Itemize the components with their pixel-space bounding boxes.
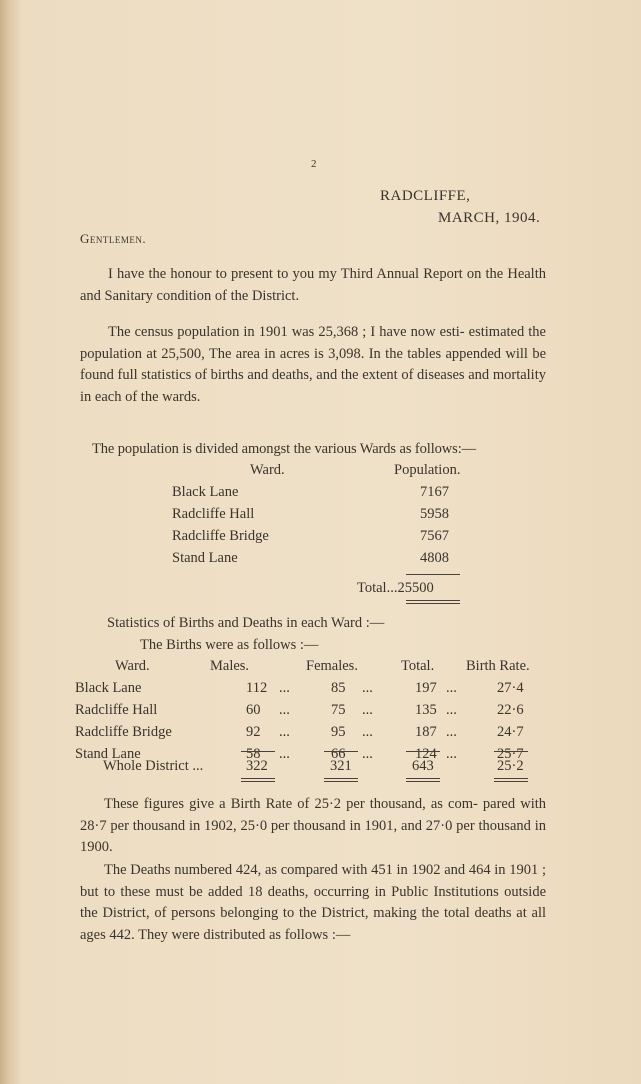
births-birth-rate: 24·7 (497, 724, 524, 740)
births-header-females: Females. (306, 658, 358, 674)
births-summary-double-rule-total (406, 778, 440, 782)
population-header-ward: Ward. (250, 462, 285, 478)
births-ward-name: Radcliffe Hall (75, 702, 158, 718)
population-value: 7167 (420, 484, 449, 500)
births-leader: ... (446, 680, 457, 696)
births-leader: ... (279, 746, 290, 762)
births-females: 75 (331, 702, 346, 718)
population-total-double-rule (406, 600, 460, 604)
population-ward-name: Stand Lane (172, 550, 238, 566)
paragraph-intro (80, 264, 546, 307)
births-header-total: Total. (401, 658, 435, 674)
births-birth-rate: 25·7 (497, 746, 524, 762)
births-total: 197 (415, 680, 437, 696)
paragraph-deaths (80, 860, 546, 946)
births-summary-rule-females (324, 751, 358, 752)
population-ward-name: Radcliffe Hall (172, 506, 255, 522)
population-total: Total...25500 (357, 580, 434, 596)
births-leader: ... (446, 746, 457, 762)
births-summary-males: 322 (246, 758, 268, 774)
paragraph-census (80, 322, 546, 408)
births-total: 124 (415, 746, 437, 762)
births-intro: Statistics of Births and Deaths in each Ward :— (107, 615, 385, 631)
births-males: 58 (246, 746, 261, 762)
population-header-population: Population. (394, 462, 461, 478)
births-header-ward: Ward. (115, 658, 150, 674)
births-leader: ... (362, 746, 373, 762)
births-ward-name: Black Lane (75, 680, 142, 696)
population-value: 7567 (420, 528, 449, 544)
births-summary-double-rule-rate (494, 778, 528, 782)
header-place: RADCLIFFE, (380, 188, 471, 204)
population-ward-name: Radcliffe Bridge (172, 528, 269, 544)
births-header-males: Males. (210, 658, 250, 674)
births-leader: ... (362, 702, 373, 718)
births-females: 66 (331, 746, 346, 762)
births-summary-rule-males (241, 751, 275, 752)
births-summary-females: 321 (330, 758, 352, 774)
births-leader: ... (446, 724, 457, 740)
population-intro: The population is divided amongst the various Wards as follows:— (92, 441, 477, 457)
births-leader: ... (279, 680, 290, 696)
paragraph-census-text: The census population in 1901 was 25,368 ; I have now esti- estimated the population at 25,500, The area in acres is 3,098. In the tables appended will be found full statistics of births and deaths, and the extent of diseases and mortality in each of the wards. (80, 324, 546, 405)
births-total: 135 (415, 702, 437, 718)
births-leader: ... (279, 724, 290, 740)
births-summary-double-rule-females (324, 778, 358, 782)
population-value: 5958 (420, 506, 449, 522)
births-birth-rate: 27·4 (497, 680, 524, 696)
paragraph-deaths-text: The Deaths numbered 424, as compared with 451 in 1902 and 464 in 1901 ; but to these must be added 18 deaths, occurring in Public Institutions outside the District, of persons belonging to the District, making the total deaths at all ages 442. They were distributed as follows :— (80, 862, 546, 943)
births-leader: ... (362, 680, 373, 696)
births-header-birth-rate: Birth Rate. (466, 658, 530, 674)
births-leader: ... (279, 702, 290, 718)
births-females: 95 (331, 724, 346, 740)
population-value: 4808 (420, 550, 449, 566)
births-subintro: The Births were as follows :— (140, 637, 319, 653)
births-males: 112 (246, 680, 268, 696)
births-birth-rate: 22·6 (497, 702, 524, 718)
births-leader: ... (446, 702, 457, 718)
header-date: MARCH, 1904. (438, 210, 541, 226)
paragraph-intro-text: I have the honour to present to you my Third Annual Report on the Health and Sanitary condition of the District. (80, 266, 546, 304)
population-total-rule (406, 574, 460, 575)
births-ward-name: Stand Lane (75, 746, 141, 762)
births-summary-birth-rate: 25·2 (497, 758, 524, 774)
births-females: 85 (331, 680, 346, 696)
births-summary-rule-rate (494, 751, 528, 752)
paragraph-birth-rate-text: These figures give a Birth Rate of 25·2 per thousand, as com- pared with 28·7 per thousand in 1902, 25·0 per thousand in 1901, and 27·0 per thousand in 1900. (80, 796, 546, 856)
births-ward-name: Radcliffe Bridge (75, 724, 172, 740)
births-summary-total: 643 (412, 758, 434, 774)
salutation: Gentlemen. (80, 231, 147, 246)
births-summary-double-rule-males (241, 778, 275, 782)
births-leader: ... (362, 724, 373, 740)
births-males: 92 (246, 724, 261, 740)
births-summary-rule-total (406, 751, 440, 752)
births-males: 60 (246, 702, 261, 718)
births-total: 187 (415, 724, 437, 740)
page-number: 2 (311, 158, 317, 170)
paragraph-birth-rate (80, 794, 546, 859)
births-summary-label: Whole District ... (103, 758, 204, 774)
population-ward-name: Black Lane (172, 484, 239, 500)
